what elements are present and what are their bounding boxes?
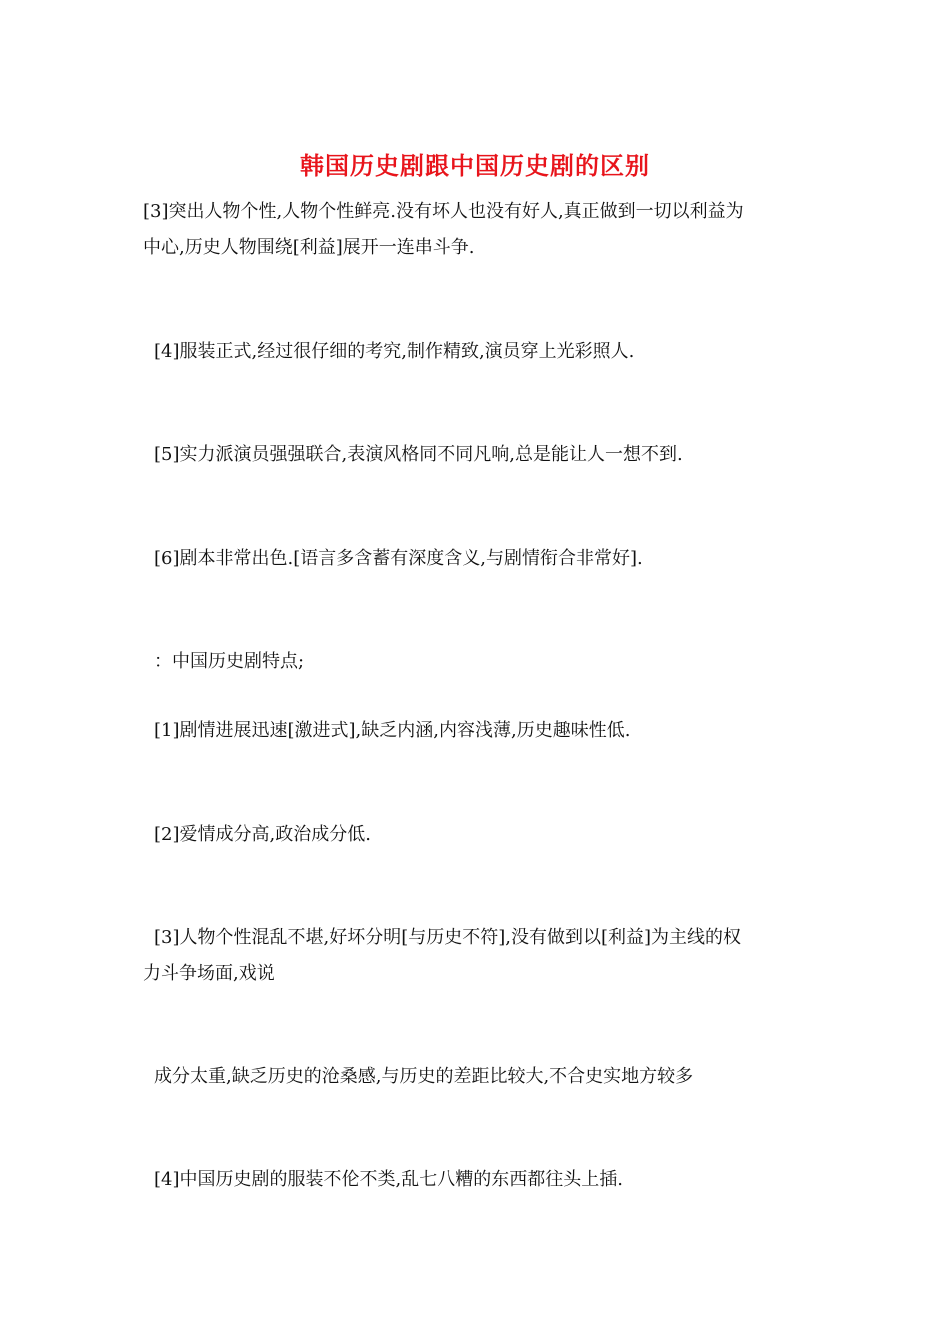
paragraph-line: [6]剧本非常出色.[语言多含蓄有深度含义,与剧情衔合非常好]. <box>154 548 643 569</box>
paragraph-korean-point-6 <box>154 541 819 577</box>
paragraph-line: 成分太重,缺乏历史的沧桑感,与历史的差距比较大,不合史实地方较多 <box>154 1066 694 1087</box>
paragraph-line: ：中国历史剧特点; <box>154 651 305 672</box>
paragraph-korean-point-5 <box>154 437 819 473</box>
paragraph-korean-point-4 <box>154 334 819 370</box>
section-heading-chinese-features <box>154 644 819 680</box>
paragraph-chinese-point-1 <box>154 713 819 749</box>
paragraph-chinese-point-3 <box>143 920 808 992</box>
paragraph-chinese-point-4 <box>154 1162 819 1198</box>
paragraph-line: [2]爱情成分高,政治成分低. <box>154 824 371 845</box>
paragraph-line: [3]人物个性混乱不堪,好坏分明[与历史不符],没有做到以[利益]为主线的权 <box>154 927 742 948</box>
paragraph-chinese-point-2 <box>154 817 819 853</box>
paragraph-korean-point-3 <box>143 194 808 266</box>
document-title: 韩国历史剧跟中国历史剧的区别 <box>300 152 650 180</box>
paragraph-line: 中心,历史人物围绕[利益]展开一连串斗争. <box>143 237 475 258</box>
paragraph-line: [4]服装正式,经过很仔细的考究,制作精致,演员穿上光彩照人. <box>154 341 635 362</box>
paragraph-line: 力斗争场面,戏说 <box>143 963 275 984</box>
paragraph-chinese-point-3-continued <box>154 1059 819 1095</box>
paragraph-line: [1]剧情进展迅速[激进式],缺乏内涵,内容浅薄,历史趣味性低. <box>154 720 631 741</box>
paragraph-line: [4]中国历史剧的服装不伦不类,乱七八糟的东西都往头上插. <box>154 1169 623 1190</box>
paragraph-line: [5]实力派演员强强联合,表演风格同不同凡响,总是能让人一想不到. <box>154 444 683 465</box>
paragraph-line: [3]突出人物个性,人物个性鲜亮.没有坏人也没有好人,真正做到一切以利益为 <box>143 201 744 222</box>
